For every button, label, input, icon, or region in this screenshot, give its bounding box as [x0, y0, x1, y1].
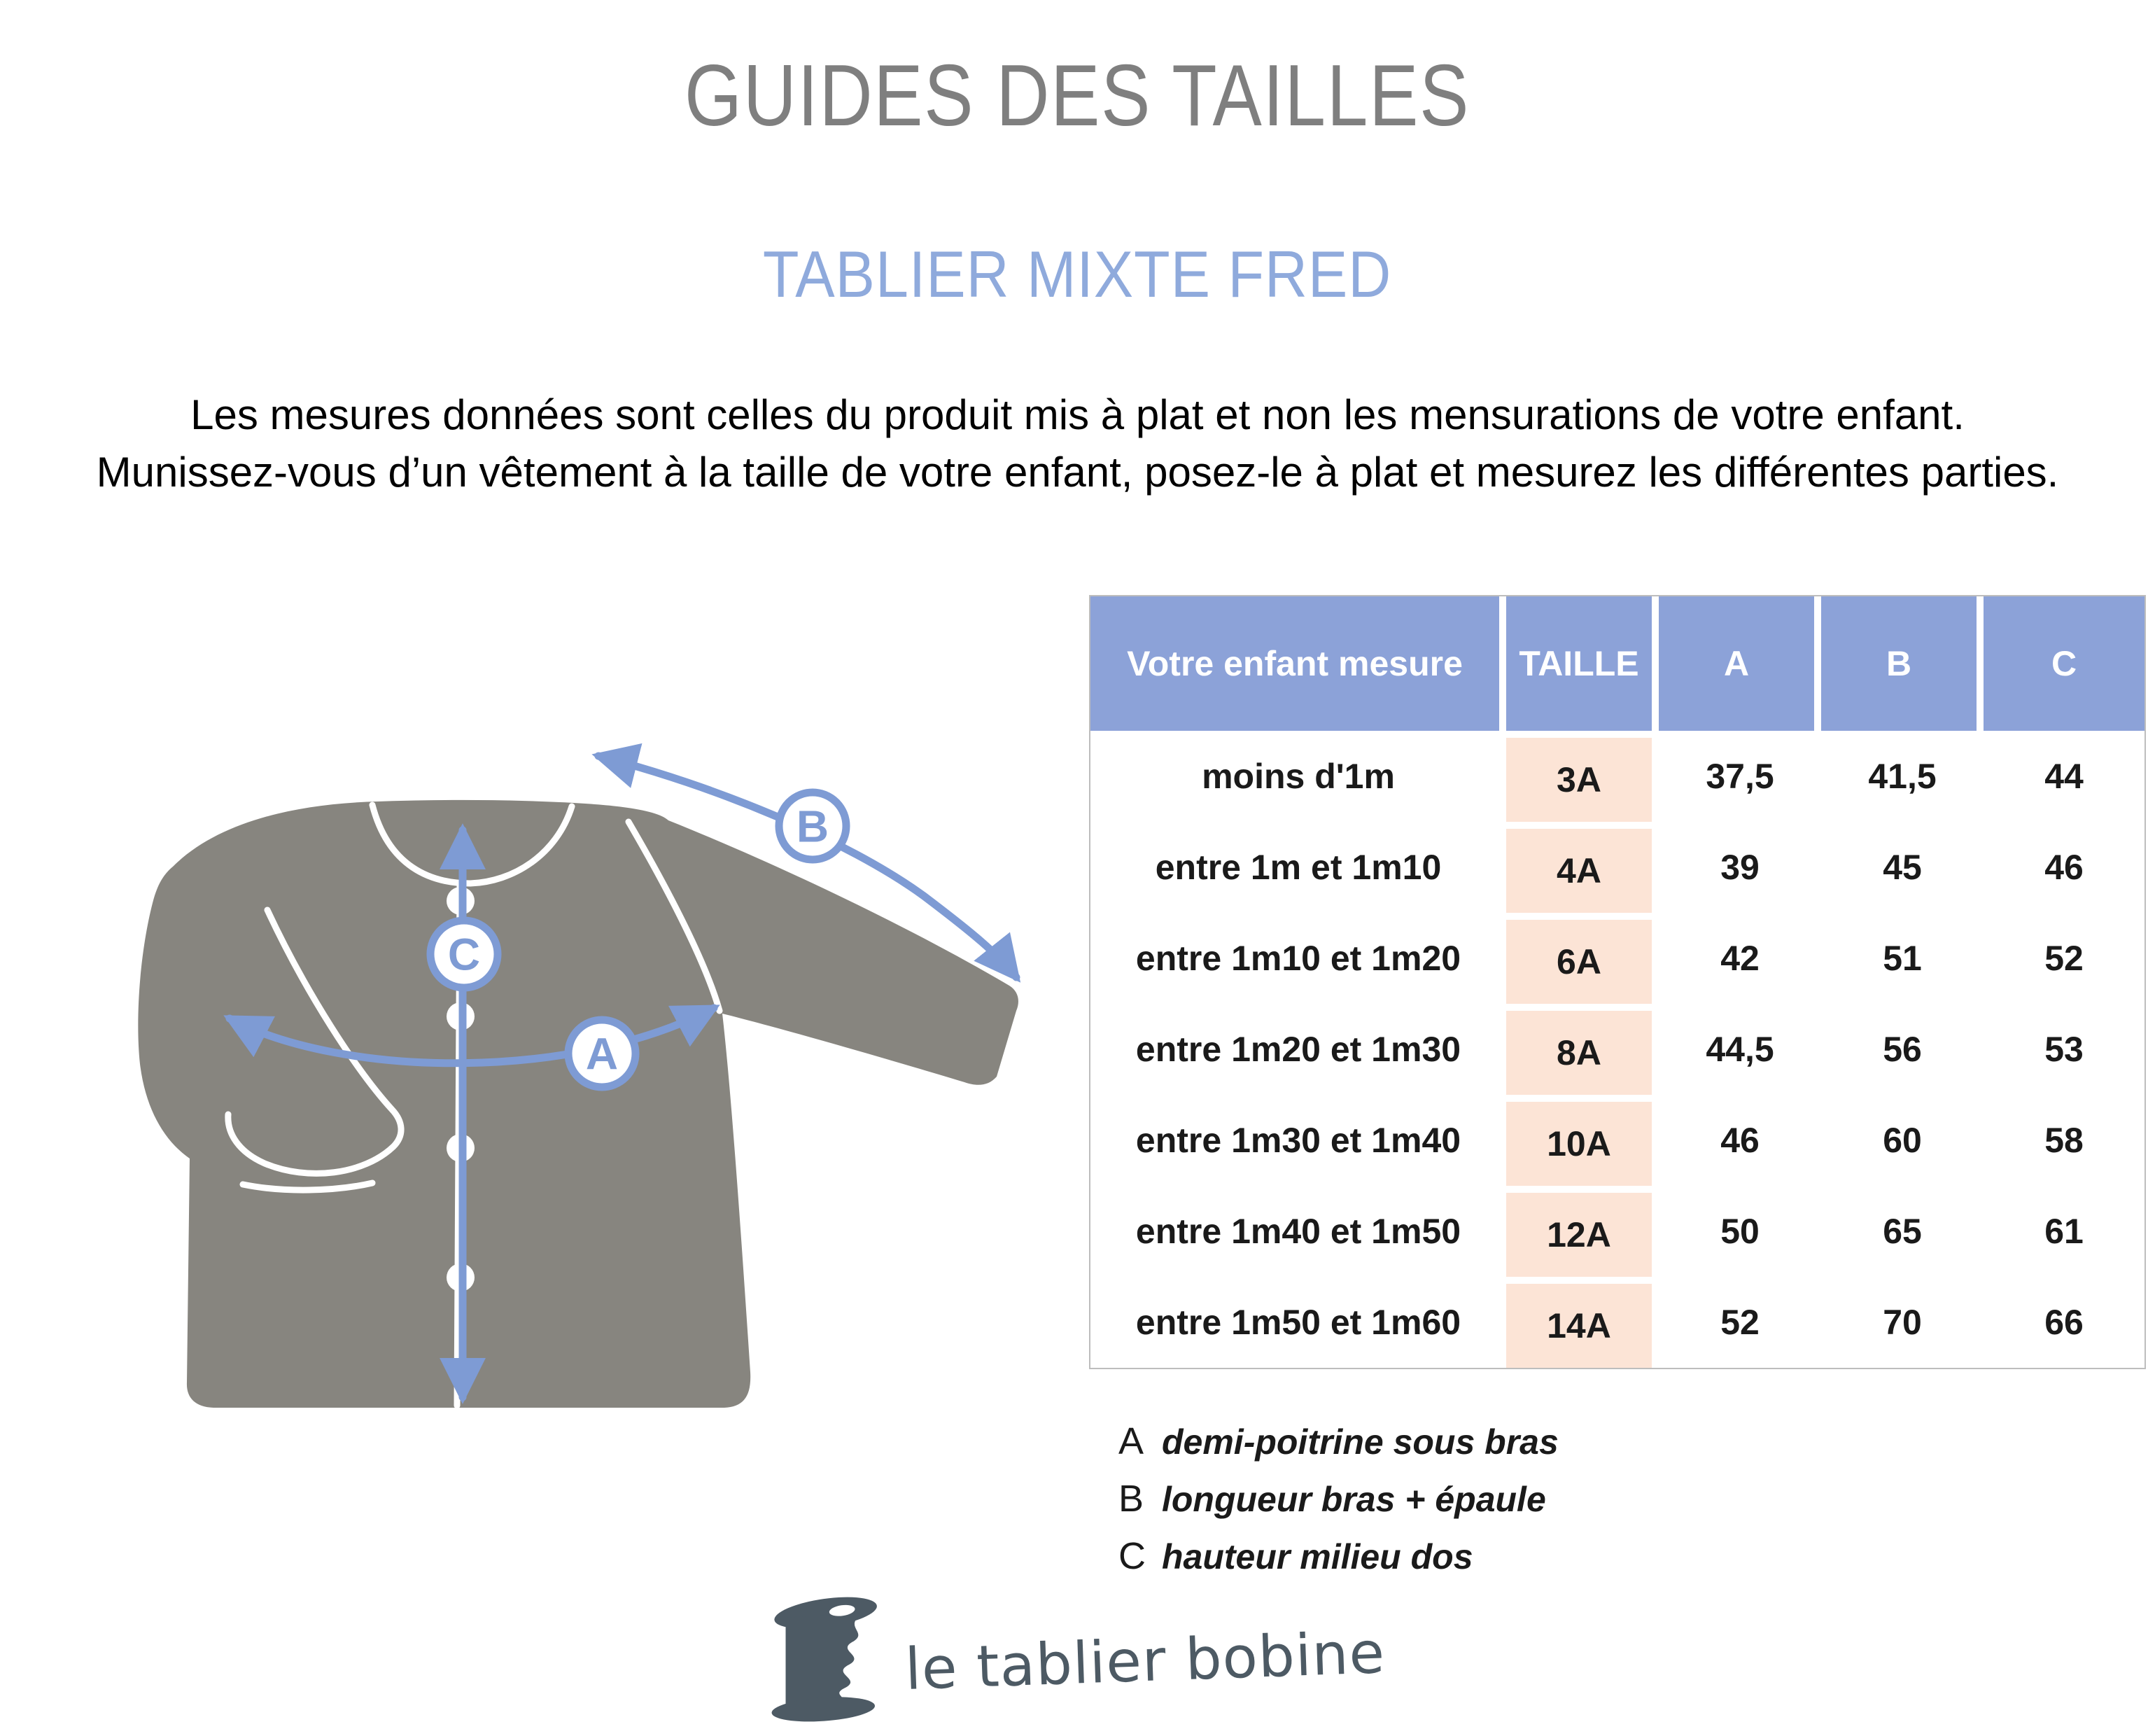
- intro-line-2: Munissez-vous d’un vêtement à la taille de votre enfant, posez-le à plat et mesurez les différentes parties.: [96, 449, 2059, 496]
- table-cell: 46: [2044, 848, 2084, 887]
- table-cell: 39: [1720, 848, 1760, 887]
- col-header-c: C: [1984, 596, 2145, 731]
- garment-diagram: [42, 700, 1078, 1498]
- badge-c-letter: C: [447, 929, 481, 980]
- table-cell-taille: 14A: [1506, 1277, 1659, 1368]
- table-cell: 42: [1720, 939, 1760, 978]
- brand-logo: [0, 1596, 2155, 1726]
- legend-text: demi-poitrine sous bras: [1162, 1422, 1559, 1462]
- table-cell: entre 1m10 et 1m20: [1135, 939, 1461, 978]
- badge-b-letter: B: [796, 801, 829, 852]
- brand-name: le tablier bobine: [904, 1619, 1387, 1703]
- legend-item-c: [1118, 1534, 1559, 1578]
- measure-legend: [1118, 1420, 1559, 1592]
- table-cell: 45: [1883, 848, 1922, 887]
- page-title-text: GUIDES DES TAILLES: [685, 48, 1470, 144]
- badge-a-letter: A: [585, 1028, 619, 1079]
- table-cell: entre 1m20 et 1m30: [1135, 1030, 1461, 1069]
- bobbin-icon: [769, 1596, 887, 1726]
- legend-letter: B: [1118, 1478, 1144, 1520]
- table-cell: 50: [1720, 1212, 1760, 1251]
- table-cell: 44,5: [1706, 1030, 1774, 1069]
- product-subtitle: [0, 237, 2155, 312]
- table-cell: 44: [2044, 757, 2084, 796]
- size-table: [1089, 595, 2146, 1369]
- page-title: [0, 46, 2155, 146]
- table-cell: entre 1m30 et 1m40: [1135, 1121, 1461, 1160]
- table-cell: 61: [2044, 1212, 2084, 1251]
- legend-item-b: [1118, 1477, 1559, 1520]
- legend-text: longueur bras + épaule: [1162, 1480, 1546, 1519]
- table-cell-taille: 3A: [1506, 731, 1659, 822]
- legend-item-a: [1118, 1420, 1559, 1463]
- table-cell-taille: 10A: [1506, 1095, 1659, 1186]
- table-cell: 66: [2044, 1303, 2084, 1342]
- table-cell-taille: 12A: [1506, 1186, 1659, 1277]
- table-cell: 56: [1883, 1030, 1922, 1069]
- intro-paragraph: [0, 386, 2155, 501]
- legend-letter: A: [1118, 1420, 1144, 1462]
- col-header-a: A: [1659, 596, 1821, 731]
- table-cell: 52: [2044, 939, 2084, 978]
- table-cell: 37,5: [1706, 757, 1774, 796]
- table-cell: 41,5: [1868, 757, 1937, 796]
- table-cell-taille: 8A: [1506, 1004, 1659, 1095]
- legend-text: hauteur milieu dos: [1162, 1537, 1473, 1576]
- table-cell: 52: [1720, 1303, 1760, 1342]
- table-cell: 70: [1883, 1303, 1922, 1342]
- table-cell-taille: 4A: [1506, 822, 1659, 913]
- legend-letter: C: [1118, 1535, 1146, 1577]
- table-cell: 46: [1720, 1121, 1760, 1160]
- col-header-taille: TAILLE: [1506, 596, 1659, 731]
- table-cell: entre 1m40 et 1m50: [1135, 1212, 1461, 1251]
- intro-line-1: Les mesures données sont celles du produit mis à plat et non les mensurations de votre enfant.: [190, 391, 1965, 438]
- table-cell: 65: [1883, 1212, 1922, 1251]
- table-cell-taille: 6A: [1506, 913, 1659, 1004]
- table-cell: 58: [2044, 1121, 2084, 1160]
- table-cell: entre 1m et 1m10: [1155, 848, 1442, 887]
- product-subtitle-text: TABLIER MIXTE FRED: [763, 237, 1392, 311]
- smock-silhouette: [138, 800, 1018, 1408]
- col-header-enfant-mesure: Votre enfant mesure: [1090, 596, 1506, 731]
- table-cell: 53: [2044, 1030, 2084, 1069]
- table-cell: entre 1m50 et 1m60: [1135, 1303, 1461, 1342]
- table-cell: 51: [1883, 939, 1922, 978]
- table-cell: 60: [1883, 1121, 1922, 1160]
- col-header-b: B: [1821, 596, 1984, 731]
- table-cell: moins d'1m: [1202, 757, 1395, 796]
